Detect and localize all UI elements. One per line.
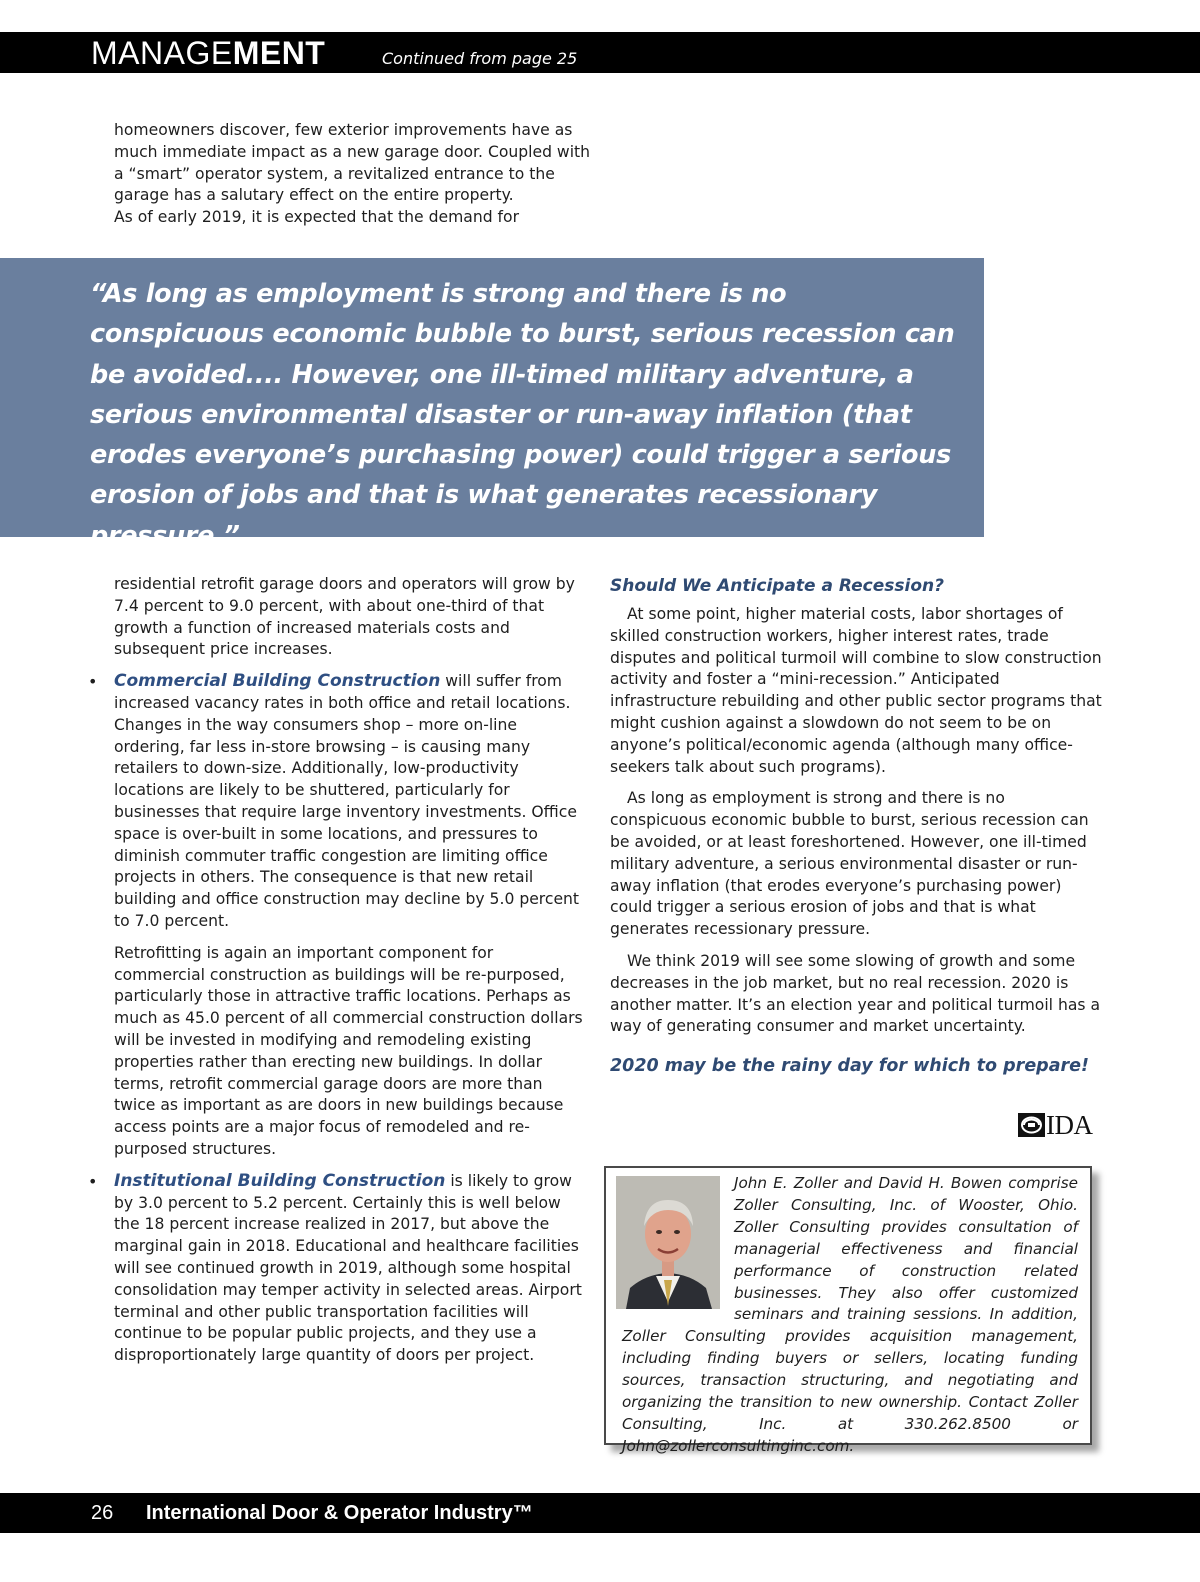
ida-emblem-icon (1018, 1113, 1045, 1137)
section-title: MANAGEMENT (91, 35, 326, 71)
author-portrait-icon (616, 1176, 720, 1309)
section-header-bar (0, 32, 1200, 73)
ida-wordmark: IDA (1046, 1110, 1093, 1140)
page-number: 26 (91, 1502, 114, 1524)
term-commercial: Commercial Building Construction (114, 671, 441, 692)
recession-paragraph-1: At some point, higher material costs, labor shortages of skilled construction workers, higher interest rates, trade disputes and political turmoil will combine to slow construction activity and foster a “mini-recession.” Anticipated infrastructure rebuilding and other public sector programs that might cushion against a slowdown do not seem to be on anyone’s political/economic agenda (although many office-seekers talk about such programs). (610, 605, 1102, 776)
author-bio: John E. Zoller and David H. Bowen comprise Zoller Consulting, Inc. of Wooster, Ohio. Zoller Consulting provides consultation of managerial effectiveness and financial performance of construction related businesses. They also offer customized seminars and training sessions. In addition, Zoller Consulting provides acquisition management, including finding buyers or sellers, locating funding sources, transaction structuring, and negotiating and organizing the transition to new ownership. Contact Zoller Consulting, Inc. at 330.262.8500 or John@zollerconsultinginc.com. (622, 1174, 1078, 1455)
retrofitting-paragraph: Retrofitting is again an important component for commercial construction as buildings will be re-purposed, particularly those in attractive traffic locations. Perhaps as much as 45.0 percent of all commercial construction dollars will be invested in modifying and remodeling existing properties rather than erecting new buildings. In dollar terms, retrofit commercial garage doors are more than twice as important as are doors in new buildings because access points are a major focus of remodeled and re-purposed structures. (114, 943, 583, 1158)
institutional-text: is likely to grow by 3.0 percent to 5.2 percent. Certainly this is well below the 18 percent increase realized in 2017, but above the marginal gain in 2018. Educational and healthcare facilities will see continued growth in 2019, although some hospital consolidation may temper activity in selected areas. Airport terminal and other public transportation facilities will continue to be popular public projects, and they use a disproportionately large quantity of doors per project. (114, 1171, 582, 1365)
footer-bar (0, 1493, 1200, 1533)
left-column (88, 574, 584, 1377)
continued-from-note: Continued from page 25 (382, 49, 578, 68)
bullet-commercial (88, 671, 584, 933)
commercial-text: will suffer from increased vacancy rates in both office and retail locations. Changes in the way consumers shop – more on-line ordering, far less in-store browsing – is causing many retailers to down-size. Additionally, low-productivity locations are likely to be shuttered, particularly for businesses that require large inventory investments. Office space is over-built in some locations, and pressures to diminish commuter traffic congestion are limiting office projects in others. The consequence is that new retail building and office construction may decline by 5.0 percent to 7.0 percent. (114, 672, 580, 930)
bullet-institutional (88, 1170, 584, 1367)
bullet-icon: • (88, 672, 98, 692)
bullet-icon: • (88, 1171, 98, 1191)
ida-logo (1018, 1111, 1093, 1139)
intro-paragraph: homeowners discover, few exterior improvements have as much immediate impact as a new garage door. Coupled with a “smart” operator system, a revitalized entrance to the garage has a salutary effect on the entire property. As of early 2019, it is expected that the demand for (114, 121, 591, 227)
recession-paragraph-2: As long as employment is strong and there is no conspicuous economic bubble to burst, serious recession can be avoided, or at least foreshortened. However, one ill-timed military adventure, a serious environmental disaster or run-away inflation (that erodes everyone’s purchasing power) could trigger a serious erosion of jobs and that is what generates recessionary pressure. (610, 789, 1089, 939)
recession-heading: Should We Anticipate a Recession? (610, 576, 944, 596)
pull-quote-text: “As long as employment is strong and there is no conspicuous economic bubble to burst, serious recession can be avoided.... However, one ill-timed military adventure, a serious environmental disaster or run-away inflation (that erodes everyone’s purchasing power) could trigger a serious erosion of jobs and that is what generates recessionary pressure.” (90, 279, 955, 551)
author-photo (616, 1176, 720, 1309)
retrofit-paragraph: residential retrofit garage doors and operators will grow by 7.4 percent to 9.0 percent, with about one-third of that growth a function of increased materials costs and subsequent price increases. (114, 575, 575, 659)
closing-line: 2020 may be the rainy day for which to prepare! (610, 1056, 1090, 1077)
pull-quote-box (0, 258, 984, 551)
publication-name: International Door & Operator Industry™ (146, 1502, 533, 1524)
author-bio-box (604, 1166, 1092, 1455)
recession-paragraph-3: We think 2019 will see some slowing of growth and some decreases in the job market, but no real recession. 2020 is another matter. It’s an election year and political turmoil has a way of generating consumer and market uncertainty. (610, 951, 1101, 1036)
term-institutional: Institutional Building Construction (114, 1170, 446, 1191)
right-column (610, 574, 1102, 1078)
